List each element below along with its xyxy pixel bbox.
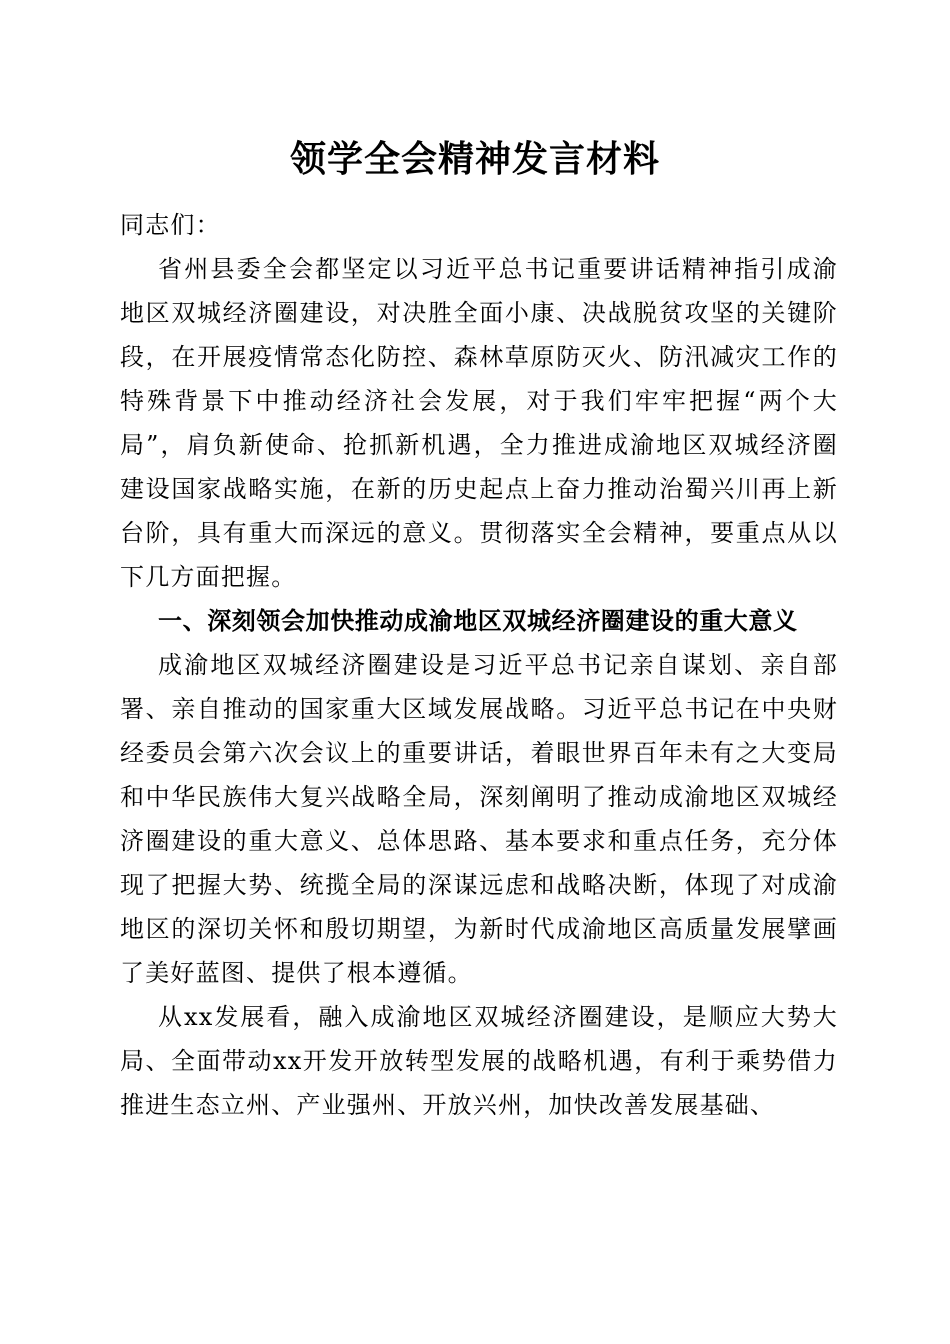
section-heading-1: 一、深刻领会加快推动成渝地区双城经济圈建设的重大意义: [158, 607, 798, 635]
paragraph-significance: 成渝地区双城经济圈建设是习近平总书记亲自谋划、亲自部署、亲自推动的国家重大区域发展战略。习近平总书记在中央财经委员会第六次会议上的重要讲话，着眼世界百年未有之大变局和中华民族伟大复兴战略全局，深刻阐明了推动成渝地区双城经济圈建设的重大意义、总体思路、基本要求和重点任务，充分体现了把握大势、统揽全局的深谋远虑和战略决断，体现了对成渝地区的深切关怀和殷切期望，为新时代成渝地区高质量发展擘画了美好蓝图、提供了根本遵循。: [120, 651, 838, 987]
document-body: [120, 203, 838, 1127]
salutation: 同志们：: [120, 211, 221, 239]
paragraph-local-development: 从xx发展看，融入成渝地区双城经济圈建设，是顺应大势大局、全面带动xx开发开放转型发展的战略机遇，有利于乘势借力推进生态立州、产业强州、开放兴州，加快改善发展基础、: [120, 1003, 838, 1119]
paragraph-intro: 省州县委全会都坚定以习近平总书记重要讲话精神指引成渝地区双城经济圈建设，对决胜全面小康、决战脱贫攻坚的关键阶段，在开展疫情常态化防控、森林草原防灭火、防汛减灾工作的特殊背景下中推动经济社会发展，对于我们牢牢把握“两个大局”，肩负新使命、抢抓新机遇，全力推进成渝地区双城经济圈建设国家战略实施，在新的历史起点上奋力推动治蜀兴川再上新台阶，具有重大而深远的意义。贯彻落实全会精神，要重点从以下几方面把握。: [120, 255, 838, 591]
document-title: 领学全会精神发言材料: [289, 138, 660, 180]
